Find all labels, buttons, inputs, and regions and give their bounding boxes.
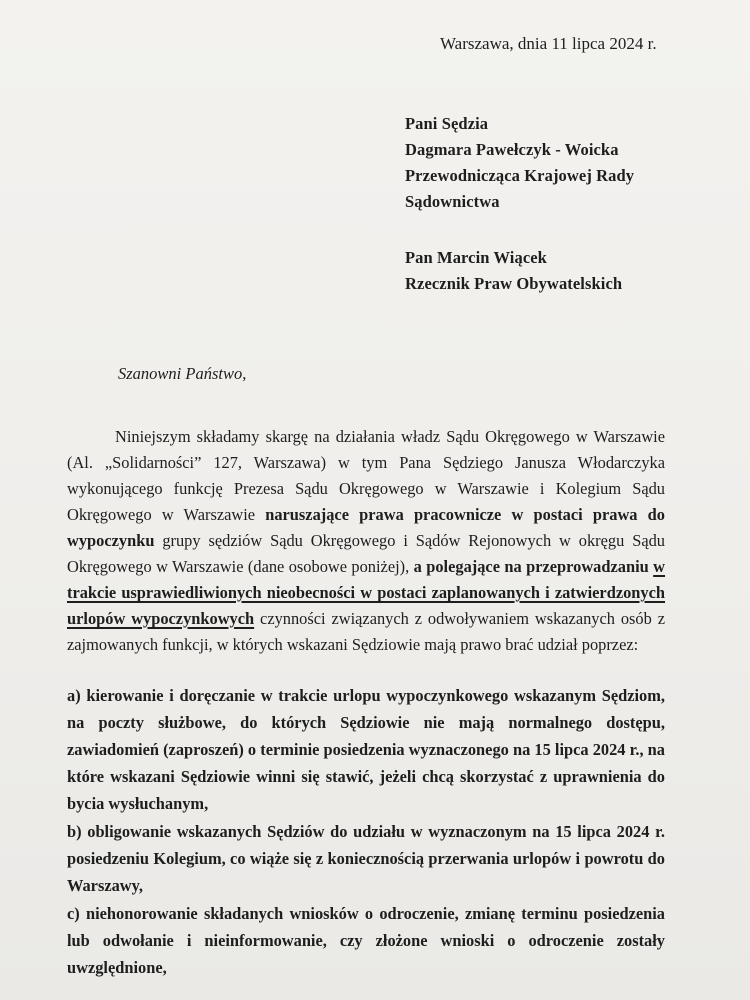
recipient2-role: Rzecznik Praw Obywatelskich [405, 274, 623, 293]
para-text-3: czynności związanych z odwoływaniem wskazanych osób z zajmowanych funkcji, w których wskazani Sędziowie mają prawo brać udział poprzez: [67, 609, 666, 654]
complaint-paragraph [67, 424, 665, 658]
para-bold-1: naruszające prawa pracownicze w postaci prawa do wypoczynku [67, 505, 665, 550]
salutation: Szanowni Państwo, [118, 364, 247, 383]
recipient1-role-line2: Sądownictwa [405, 192, 500, 211]
list-item-c: c) niehonorowanie składanych wniosków o odroczenie, zmianę terminu posiedzenia lub odwołanie i nieinformowanie, czy złożone wnioski o odroczenie zostały uwzględnione, [67, 904, 665, 977]
place-date: Warszawa, dnia 11 lipca 2024 r. [440, 34, 657, 53]
list-item-b: b) obligowanie wskazanych Sędziów do udziału w wyznaczonym na 15 lipca 2024 r. posiedzeniu Kolegium, co wiąże się z koniecznością przerwania urlopów i powrotu do Warszawy, [67, 822, 665, 895]
para-text-2: grupy sędziów Sądu Okręgowego i Sądów Rejonowych w okręgu Sądu Okręgowego w Warszawie (dane osobowe poniżej), [67, 531, 665, 576]
recipient1-role-line1: Przewodnicząca Krajowej Rady [405, 166, 635, 185]
recipient1-title: Pani Sędzia [405, 114, 489, 133]
recipient1-name: Dagmara Pawełczyk - Woicka [405, 140, 619, 159]
para-text-1: Niniejszym składamy skargę na działania władz Sądu Okręgowego w Warszawie (Al. „Solidarności” 127, Warszawa) w tym Pana Sędziego Janusza Włodarczyka wykonującego funkcję Prezesa Sądu Okręgowego w Warszawie i Kolegium Sądu Okręgowego w Warszawie [67, 427, 665, 524]
recipient2-name: Pan Marcin Wiącek [405, 248, 547, 267]
list-item-a: a) kierowanie i doręczanie w trakcie urlopu wypoczynkowego wskazanym Sędziom, na poczty służbowe, do których Sędziowie nie mają normalnego dostępu, zawiadomień (zaproszeń) o terminie posiedzenia wyznaczonego na 15 lipca 2024 r., na które wskazani Sędziowie winni się stawić, jeżeli chcą skorzystać z uprawnienia do bycia wysłuchanym, [67, 686, 665, 813]
para-bold-underlined: w trakcie usprawiedliwionych nieobecności w postaci zaplanowanych i zatwierdzonych urlopów wypoczynkowych [67, 557, 665, 628]
para-bold-2: a polegające na przeprowadzaniu [413, 557, 654, 576]
